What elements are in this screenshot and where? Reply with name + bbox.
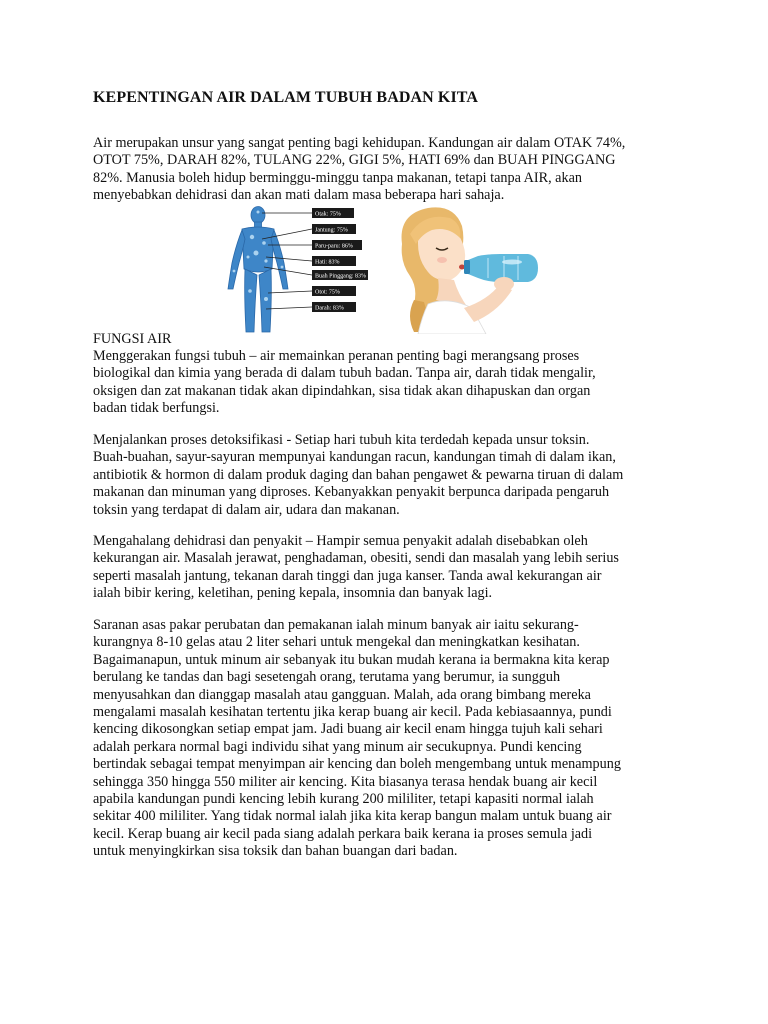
body-water-svg xyxy=(220,205,368,335)
para4-line: kurangnya 8-10 gelas atau 2 liter sehari untuk mengekal dan meningkatkan kesihatan. xyxy=(93,634,580,651)
para4-line: Saranan asas pakar perubatan dan pemakanan ialah minum banyak air iaitu sekurang- xyxy=(93,617,579,633)
para4-line: bertindak sebagai tempat menyimpan air kencing dan boleh mengembang untuk menampung xyxy=(93,756,621,773)
para3-line: kekurangan air. Masalah jerawat, penghadaman, obesiti, sendi dan masalah yang lebih serius xyxy=(93,550,619,567)
intro-line: menyebabkan dehidrasi dan akan mati dalam masa beberapa hari sahaja. xyxy=(93,187,505,204)
para1-line: badan tidak berfungsi. xyxy=(93,400,220,417)
para4-line: berulang ke tandas dan bagi sesetengah orang, terutama yang berumur, ia sungguh xyxy=(93,669,561,686)
girl-drinking-water-illustration xyxy=(388,204,540,334)
para4-line: kecil. Kerap buang air kecil pada siang adalah perkara baik kerana ia proses semula jadi xyxy=(93,825,593,842)
label-paru-paru: Paru-paru: 86% xyxy=(315,243,353,250)
label-otot: Otot: 75% xyxy=(315,289,340,296)
para2-line: toksin yang terdapat di dalam air, udara dan makanan. xyxy=(93,501,400,518)
label-otak: Otak: 75% xyxy=(315,211,341,218)
body-water-diagram xyxy=(220,205,368,335)
paragraph-detoksifikasi xyxy=(93,432,693,519)
paragraph-dehidrasi xyxy=(93,533,693,603)
label-hati: Hati: 83% xyxy=(315,259,340,266)
para4-line: adalah perkara normal bagi individu sihat yang minum air secukupnya. Pundi kencing xyxy=(93,738,582,755)
para4-line: apabila kandungan pundi kencing lebih kurang 200 mililiter, tetapi kapasiti normal ialah xyxy=(93,791,594,808)
label-buah-pinggang: Buah Pinggang: 83% xyxy=(315,273,366,280)
intro-line: 82%. Manusia boleh hidup berminggu-minggu tanpa makanan, tetapi tanpa AIR, akan xyxy=(93,169,582,186)
para4-line: kencing dikosongkan setiap empat jam. Jadi buang air kecil enam hingga tujuh kali sehari xyxy=(93,721,603,738)
para1-line: biologikal dan kimia yang berada di dalam tubuh badan. Tanpa air, darah tidak mengalir, xyxy=(93,365,596,382)
para2-line: makanan dan minuman yang diproses. Kebanyakkan penyakit berpunca daripada pengaruh xyxy=(93,484,610,501)
para4-line: mengalami masalah kesihatan tertentu jika kerap buang air kecil. Pada kebiasaannya, pundi xyxy=(93,704,612,721)
para1-line: oksigen dan zat makanan tidak akan dipindahkan, sisa tidak akan dihapuskan dan organ xyxy=(93,382,591,399)
para3-line: seperti masalah jantung, tekanan darah tinggi dan juga kanser. Tanda awal kekurangan air xyxy=(93,567,602,584)
intro-paragraph xyxy=(93,135,693,205)
intro-line: Air merupakan unsur yang sangat penting bagi kehidupan. Kandungan air dalam OTAK 74%, xyxy=(93,135,626,151)
document-title: KEPENTINGAN AIR DALAM TUBUH BADAN KITA xyxy=(93,89,479,106)
intro-line: OTOT 75%, DARAH 82%, TULANG 22%, GIGI 5%, HATI 69% dan BUAH PINGGANG xyxy=(93,152,616,169)
para4-line: Bagaimanapun, untuk minum air sebanyak itu bukan mudah kerana ia bermakna kita kerap xyxy=(93,651,610,668)
para2-line: antibiotik & hormon di dalam produk daging dan bahan pengawet & pewarna tiruan di dalam xyxy=(93,466,624,483)
girl-drinking-svg xyxy=(388,204,540,334)
label-darah: Darah: 83% xyxy=(315,305,344,312)
para4-line: sekitar 400 mililiter. Yang tidak normal ialah jika kita kerap bangun malam untuk buang air xyxy=(93,808,612,825)
para2-line: Buah-buahan, sayur-sayuran mempunyai kandungan racun, kandungan timah di dalam ikan, xyxy=(93,449,616,466)
para1-line: Menggerakan fungsi tubuh – air memainkan peranan penting bagi merangsang proses xyxy=(93,348,580,364)
paragraph-fungsi-tubuh xyxy=(93,348,693,418)
para4-line: untuk menyingkirkan sisa toksik dan bahan buangan dari badan. xyxy=(93,843,458,860)
para2-line: Menjalankan proses detoksifikasi - Setiap hari tubuh kita terdedah kepada unsur toksin. xyxy=(93,432,590,448)
section-heading: FUNGSI AIR xyxy=(93,331,172,347)
label-jantung: Jantung: 75% xyxy=(315,227,348,234)
para3-line: ialah bibir kering, keletihan, pening kepala, insomnia dan banyak lagi. xyxy=(93,585,493,602)
para3-line: Mengahalang dehidrasi dan penyakit – Hampir semua penyakit adalah disebabkan oleh xyxy=(93,533,588,549)
paragraph-saranan xyxy=(93,617,693,861)
para4-line: menyusahkan dan dianggap masalah atau gangguan. Malah, ada orang bimbang mereka xyxy=(93,686,591,703)
para4-line: sehingga 350 hingga 550 militer air kencing. Kita biasanya terasa hendak buang air kecil xyxy=(93,773,598,790)
